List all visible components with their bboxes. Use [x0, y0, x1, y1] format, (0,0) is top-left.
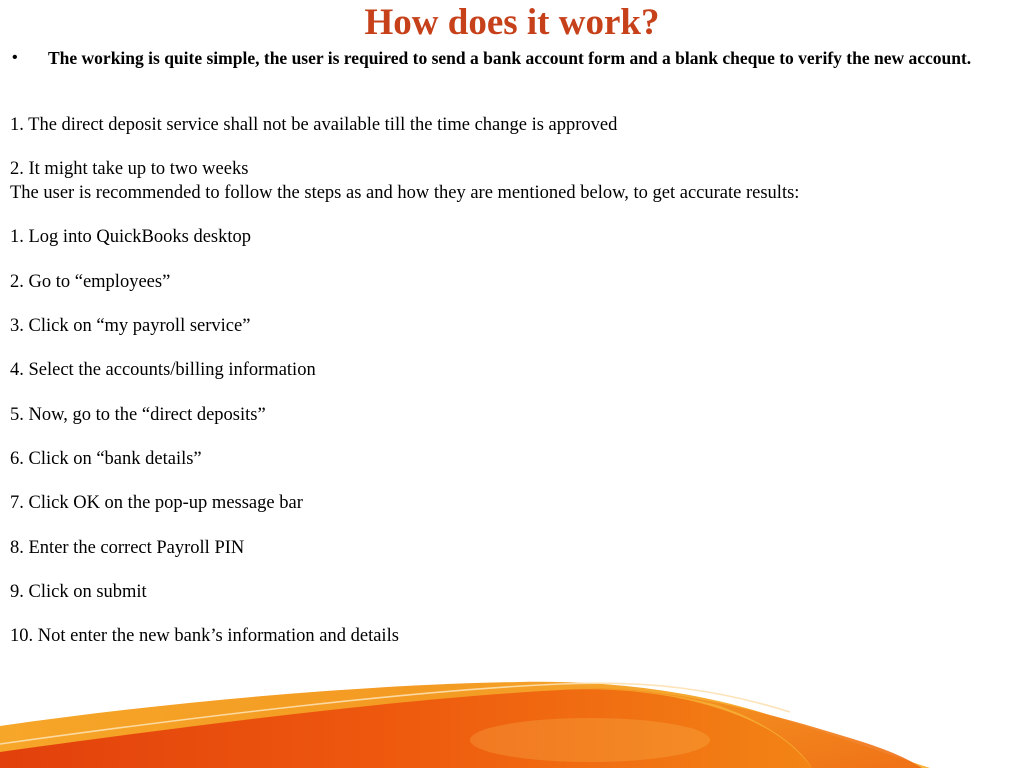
step-9: 9. Click on submit — [10, 582, 147, 602]
step-7: 7. Click OK on the pop-up message bar — [10, 493, 303, 513]
step-5: 5. Now, go to the “direct deposits” — [10, 405, 266, 425]
step-1: 1. Log into QuickBooks desktop — [10, 227, 252, 247]
bullet-text: The working is quite simple, the user is required to send a bank account form and a blank cheque to verify the new account. — [48, 48, 972, 68]
note-line-1: 1. The direct deposit service shall not be available till the time change is approved — [10, 115, 618, 135]
wave-back — [0, 682, 930, 768]
bullet-item — [12, 48, 1012, 68]
slide-title: How does it work? — [364, 2, 660, 43]
wave-right — [560, 688, 922, 768]
step-6: 6. Click on “bank details” — [10, 449, 202, 469]
step-3: 3. Click on “my payroll service” — [10, 316, 251, 336]
step-10: 10. Not enter the new bank’s information and details — [10, 626, 399, 646]
wave-front — [0, 689, 812, 768]
bullet-glyph: • — [12, 49, 18, 66]
step-2: 2. Go to “employees” — [10, 272, 171, 292]
wave-highlight-line — [0, 683, 790, 744]
note-line-2: 2. It might take up to two weeks — [10, 159, 249, 179]
intro-line: The user is recommended to follow the steps as and how they are mentioned below, to get accurate results: — [10, 183, 800, 203]
step-4: 4. Select the accounts/billing information — [10, 360, 316, 380]
step-8: 8. Enter the correct Payroll PIN — [10, 538, 245, 558]
